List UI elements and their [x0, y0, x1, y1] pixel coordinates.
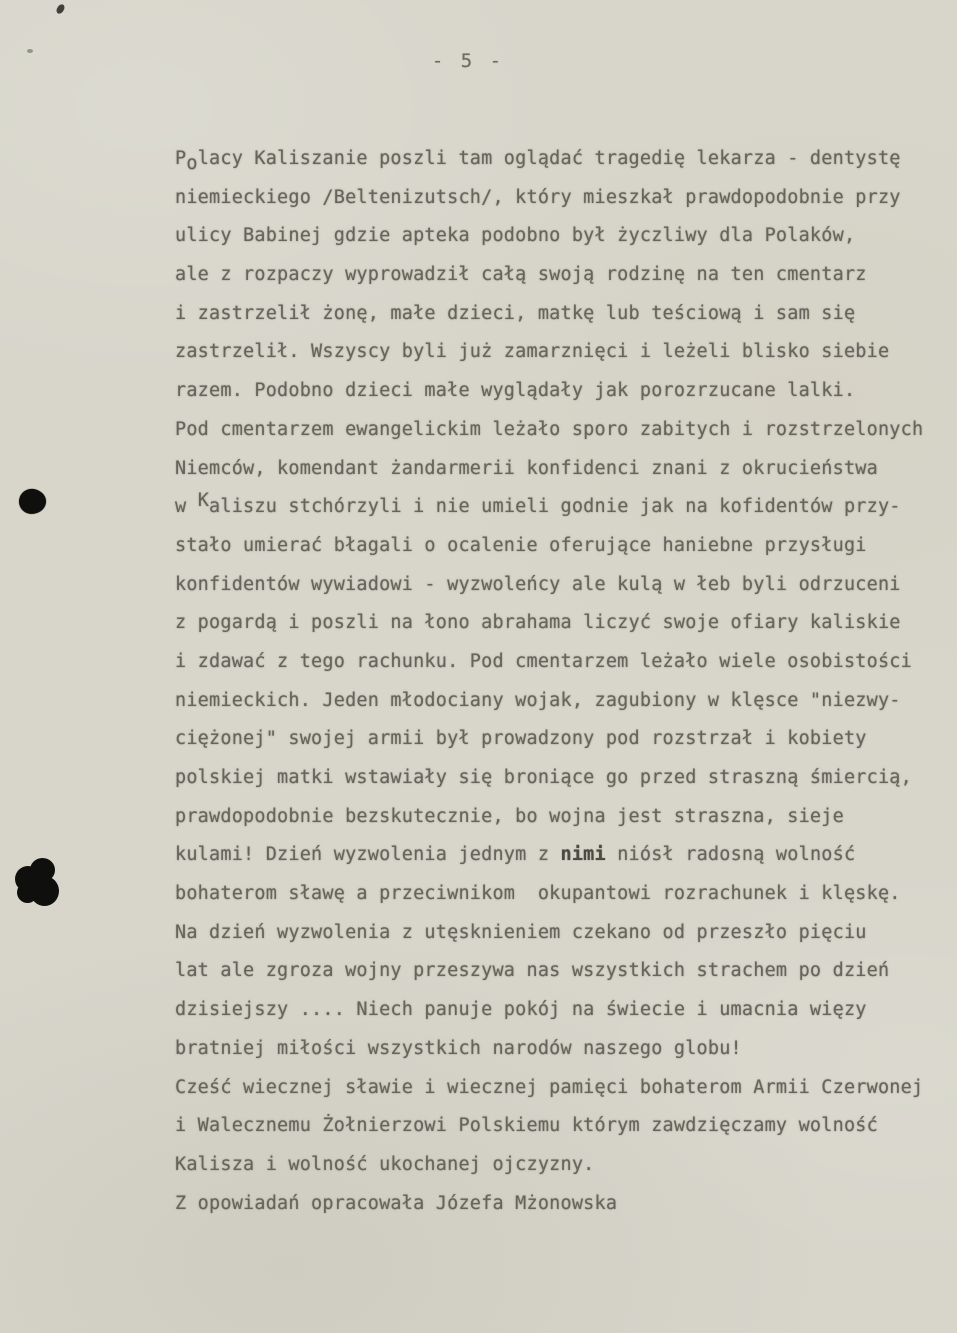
paper-speck-top — [56, 3, 66, 15]
text-line: i Walecznemu Żołnierzowi Polskiemu którym zawdzięczamy wolność — [175, 1115, 878, 1137]
text-line: lat ale zgroza wojny przeszywa nas wszystkich strachem po dzień — [175, 960, 890, 982]
paper-speck-faint — [27, 49, 33, 53]
text-line: w Kaliszu stchórzyli i nie umieli godnie jak na kofidentów przy- — [175, 490, 901, 518]
text-line: Na dzień wyzwolenia z utęsknieniem czekano od przeszło pięciu — [175, 921, 867, 943]
text-line: polskiej matki wstawiały się broniące go przed straszną śmiercią, — [175, 767, 912, 788]
text-line: ulicy Babinej gdzie apteka podobno był życzliwy dla Polaków, — [175, 225, 856, 247]
text-line: konfidentów wywiadowi - wyzwoleńcy ale kulą w łeb byli odrzuceni — [175, 573, 901, 595]
text-line: Cześć wiecznej sławie i wiecznej pamięci bohaterom Armii Czerwonej — [175, 1076, 924, 1098]
text-line: stało umierać błagali o ocalenie oferujące haniebne przysługi — [175, 534, 867, 556]
text-line: razem. Podobno dzieci małe wyglądały jak porozrzucane lalki. — [175, 380, 856, 402]
text-line: Z opowiadań opracowała Józefa Mżonowska — [175, 1192, 618, 1214]
text-line: bratniej miłości wszystkich narodów naszego globu! — [175, 1037, 742, 1059]
text-line: niemieckich. Jeden młodociany wojak, zagubiony w klęsce "niezwy- — [175, 689, 901, 711]
text-line: prawdopodobnie bezskutecznie, bo wojna jest straszna, sieje — [175, 805, 844, 827]
text-line: Pod cmentarzem ewangelickim leżało sporo zabitych i rozstrzelonych — [175, 418, 924, 440]
text-line: z pogardą i poszli na łono abrahama liczyć swoje ofiary kaliskie — [175, 612, 901, 634]
ink-blot-small — [17, 487, 47, 516]
text-line: bohaterom sławę a przeciwnikom okupantowi rozrachunek i klęskę. — [175, 883, 901, 905]
text-line: Kalisza i wolność ukochanej ojczyzny. — [175, 1153, 595, 1175]
text-line: niemieckiego /Beltenizutsch/, który mieszkał prawdopodobnie przy — [175, 186, 901, 208]
text-line: zastrzelił. Wszyscy byli już zamarznięci i leżeli blisko siebie — [175, 341, 890, 363]
document-text — [175, 140, 955, 1223]
text-line: ciężonej" swojej armii był prowadzony pod rozstrzał i kobiety — [175, 728, 867, 750]
text-line: Niemców, komendant żandarmerii konfidenci znani z okrucieństwa — [175, 457, 878, 479]
text-line: ale z rozpaczy wyprowadził całą swoją rodzinę na ten cmentarz — [175, 264, 867, 286]
text-line: i zastrzelił żonę, małe dzieci, matkę lub teściową i sam się — [175, 302, 856, 324]
text-line: i zdawać z tego rachunku. Pod cmentarzem leżało wiele osobistości — [175, 650, 912, 672]
text-line: kulami! Dzień wyzwolenia jednym z nimi niósł radosną wolność — [175, 844, 856, 866]
text-line: dzisiejszy .... Niech panuje pokój na świecie i umacnia więzy — [175, 999, 867, 1021]
page-number: - 5 - — [431, 50, 505, 72]
text-line: Polacy Kaliszanie poszli tam oglądać tragedię lekarza - dentystę — [175, 148, 901, 174]
